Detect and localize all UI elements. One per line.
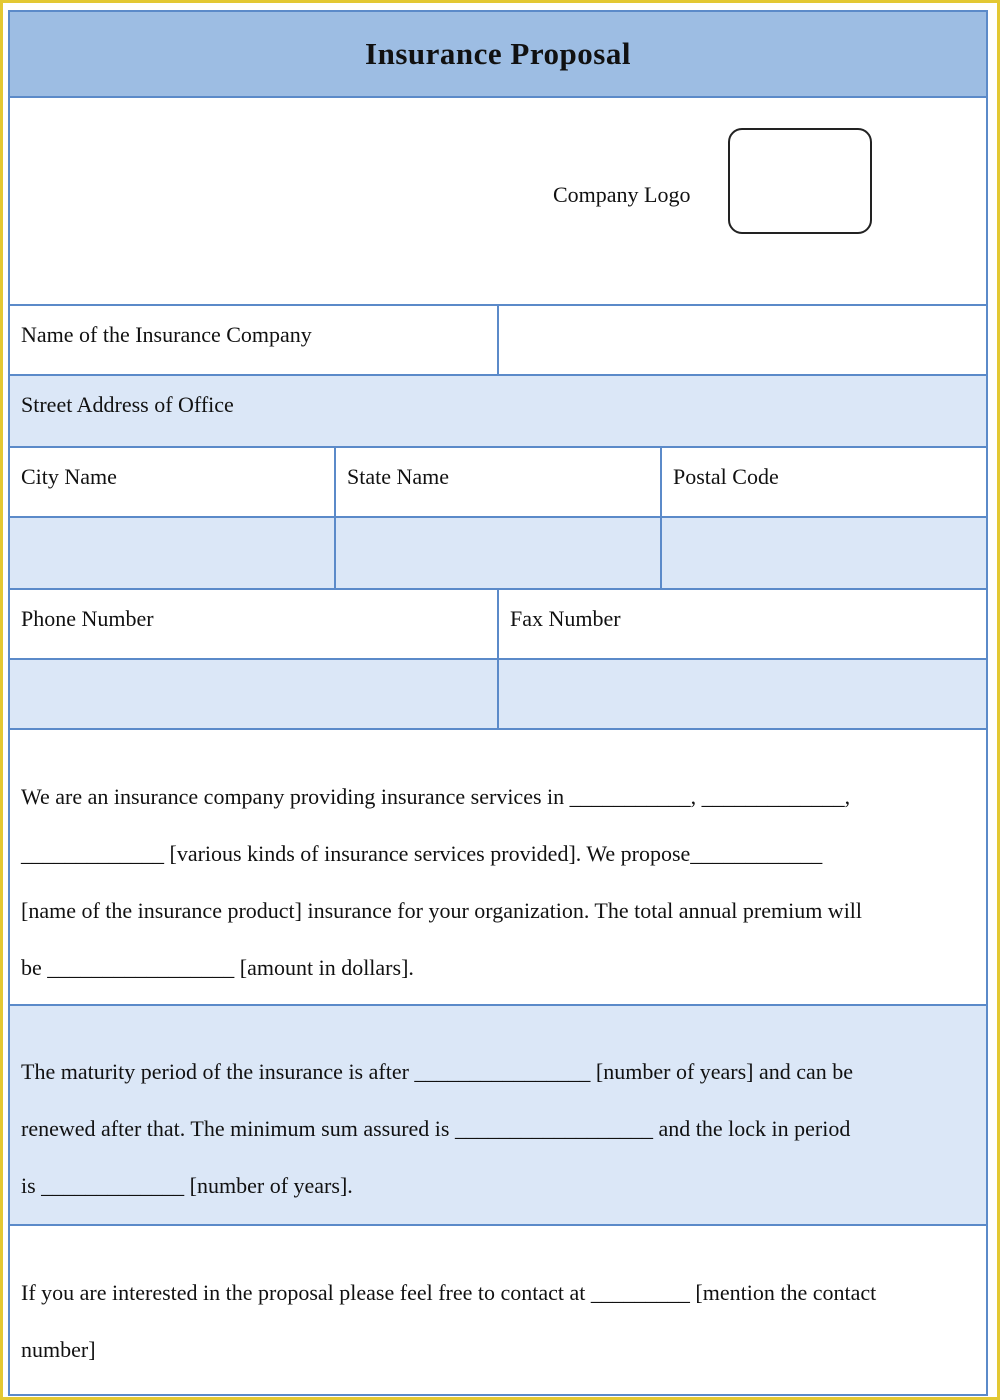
postal-code-label: Postal Code: [673, 464, 779, 489]
phone-label-cell: [10, 590, 497, 658]
paragraph-line: be _________________ [amount in dollars].: [21, 955, 414, 980]
phone-field[interactable]: [10, 660, 497, 728]
location-labels-row: [10, 448, 986, 516]
contact-paragraph-section: [10, 1226, 986, 1394]
paragraph-line: If you are interested in the proposal please feel free to contact at _________ [mention the contact: [21, 1280, 877, 1305]
proposal-form: [8, 10, 988, 1396]
paragraph-line: The maturity period of the insurance is after ________________ [number of years] and can be: [21, 1059, 854, 1084]
form-header: [10, 12, 986, 96]
company-name-field[interactable]: [499, 306, 986, 374]
postal-code-field[interactable]: [662, 518, 986, 588]
proposal-paragraph: [21, 768, 981, 996]
street-address-label-cell: [10, 376, 497, 446]
city-label-cell: [10, 448, 334, 516]
paragraph-line: _____________ [various kinds of insurance services provided]. We propose____________: [21, 841, 823, 866]
street-address-label: Street Address of Office: [21, 392, 234, 417]
location-fields-row: [10, 518, 986, 588]
paragraph-line: [name of the insurance product] insurance for your organization. The total annual premium will: [21, 898, 863, 923]
divider: [660, 448, 662, 588]
street-address-row: [10, 376, 986, 446]
form-title: Insurance Proposal: [365, 36, 631, 71]
company-name-label: Name of the Insurance Company: [21, 322, 312, 347]
maturity-paragraph-section: [10, 1006, 986, 1224]
city-label: City Name: [21, 464, 117, 489]
divider: [334, 448, 336, 588]
paragraph-line: We are an insurance company providing insurance services in ___________, _____________,: [21, 784, 851, 809]
phone-label: Phone Number: [21, 606, 154, 631]
proposal-paragraph-section: [10, 730, 986, 1004]
street-address-field[interactable]: [499, 376, 986, 446]
fax-label: Fax Number: [510, 606, 621, 631]
company-name-label-cell: [10, 306, 497, 374]
logo-section: [10, 98, 986, 304]
state-label: State Name: [347, 464, 450, 489]
fax-label-cell: [499, 590, 986, 658]
postal-code-label-cell: [662, 448, 986, 516]
company-logo-placeholder[interactable]: [728, 128, 872, 234]
fax-field[interactable]: [499, 660, 986, 728]
company-logo-label: Company Logo: [553, 182, 691, 207]
state-field[interactable]: [336, 518, 660, 588]
city-field[interactable]: [10, 518, 334, 588]
maturity-paragraph: [21, 1043, 981, 1214]
contact-paragraph: [21, 1264, 981, 1378]
paragraph-line: is _____________ [number of years].: [21, 1173, 353, 1198]
paragraph-line: number]: [21, 1337, 96, 1362]
state-label-cell: [336, 448, 660, 516]
divider: [497, 590, 499, 728]
paragraph-line: renewed after that. The minimum sum assured is __________________ and the lock in period: [21, 1116, 851, 1141]
